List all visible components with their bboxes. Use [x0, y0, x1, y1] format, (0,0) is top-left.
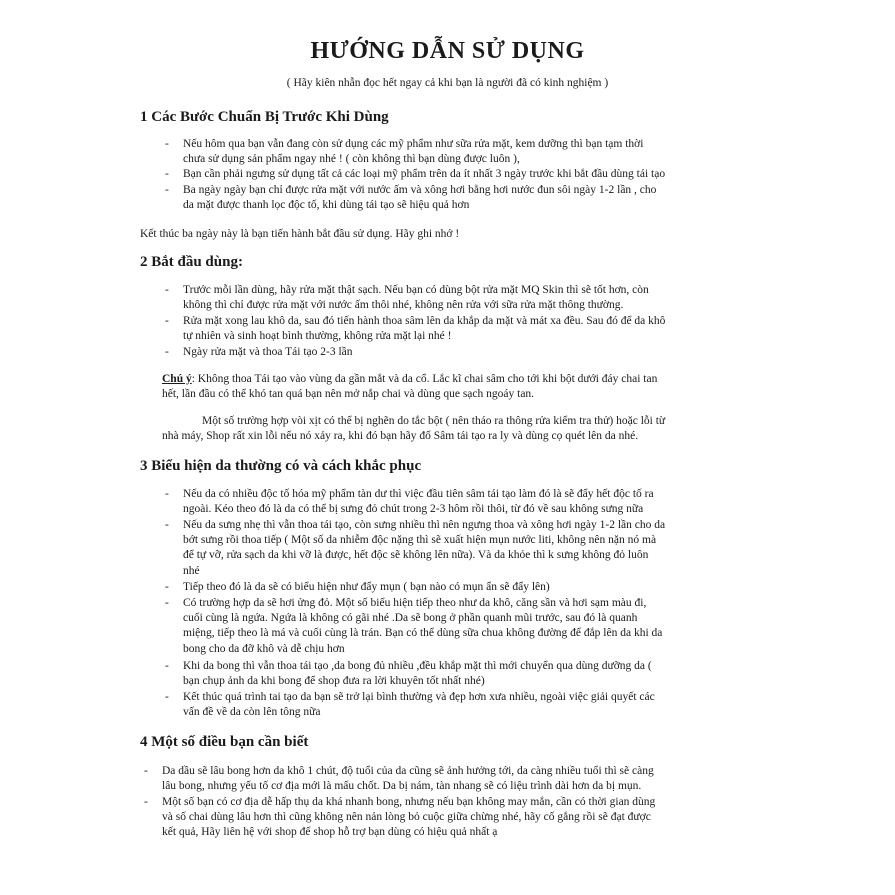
- bullet-dash: -: [165, 168, 169, 180]
- bullet-line: Có trường hợp da sẽ hơi ửng đỏ. Một số biểu hiện tiếp theo như da khô, căng sần và hơi sạm màu đi,: [183, 597, 647, 609]
- bullet-dash: -: [144, 796, 148, 808]
- bullet-line: Trước mỗi lần dùng, hãy rửa mặt thật sạch. Nếu bạn có dùng bột rửa mặt MQ Skin thì sẽ tốt hơn, còn: [183, 284, 649, 296]
- document-subtitle: ( Hãy kiên nhẫn đọc hết ngay cả khi bạn là người đã có kinh nghiệm ): [286, 77, 609, 89]
- caution-label: Chú ý: [162, 373, 192, 385]
- bullet-line: không thì chỉ được rửa mặt với nước ấm thôi nhé, không nên rửa với sữa rửa mặt thông thường.: [183, 299, 624, 312]
- bullet-dash: -: [165, 184, 169, 196]
- bullet-line: Bạn cần phải ngưng sử dụng tất cả các loại mỹ phẩm trên da ít nhất 3 ngày trước khi bắt đầu dùng tái tạo: [183, 168, 666, 180]
- bullet-line: Da dầu sẽ lâu bong hơn da khô 1 chút, độ tuổi của da cũng sẽ ảnh hưởng tới, da càng nhiều tuổi thì sẽ càng: [162, 765, 654, 777]
- section-1-bullet-3: [165, 183, 657, 213]
- document-title: HƯỚNG DẪN SỬ DỤNG: [310, 38, 585, 64]
- bullet-line: Khi da bong thì vẫn thoa tái tạo ,da bong đủ nhiều ,đều khắp mặt thì mới chuyển qua dùng dưỡng da (: [183, 660, 652, 672]
- bullet-dash: -: [165, 660, 169, 672]
- nozzle-line-1: Một số trường hợp vòi xịt có thể bị nghẽn do tắc bột ( nên tháo ra thông rửa kiểm tra thử) hoặc lỗi từ: [202, 415, 666, 427]
- caution-note: [162, 372, 657, 402]
- bullet-line: và số chai dùng lâu hơn thì cũng không nên nản lòng bỏ cuộc giữa chừng nhé, hãy cố gắng rồi sẽ đạt được: [162, 811, 651, 824]
- bullet-line: Ba ngày ngày bạn chỉ được rửa mặt với nước ấm và xông hơi bằng hơi nước đun sôi ngày 1-2 lần , cho: [183, 184, 657, 196]
- bullet-line: nhé: [183, 564, 200, 577]
- section-2-bullet-3: [165, 345, 353, 360]
- bullet-line: Tiếp theo đó là da sẽ có biểu hiện như đẩy mụn ( bạn nào có mụn ẩn sẽ đẩy lên): [183, 581, 550, 593]
- section-4-heading: 4 Một số điều bạn cần biết: [140, 734, 309, 750]
- section-1-heading: 1 Các Bước Chuẩn Bị Trước Khi Dùng: [140, 109, 389, 125]
- bullet-dash: -: [165, 346, 169, 358]
- bullet-line: bạn chụp ảnh da khi bong để shop đưa ra lời khuyên tốt nhất nhé): [183, 675, 485, 688]
- section-1-note: Kết thúc ba ngày này là bạn tiến hành bắt đầu sử dụng. Hãy ghi nhớ !: [140, 228, 460, 240]
- section-3-bullet-3: [165, 580, 550, 595]
- caution-text: : Không thoa Tái tạo vào vùng da gần mắt và da cổ. Lắc kĩ chai sâm cho tới khi bột dưới đáy chai tan: [191, 373, 658, 385]
- bullet-line: Kết thúc quá trình tai tạo da bạn sẽ trở lại bình thường và đẹp hơn xưa nhiều, ngoài việc giải quyết các: [183, 691, 655, 703]
- bullet-line: bong cho da đỡ khô và dễ chịu hơn: [183, 642, 345, 655]
- section-3-heading: 3 Biểu hiện da thường có và cách khắc phục: [140, 458, 422, 474]
- section-4-bullet-1: [144, 764, 654, 794]
- section-4-bullet-2: [144, 795, 656, 841]
- section-1-bullet-2: [165, 167, 666, 182]
- bullet-line: Ngày rửa mặt và thoa Tái tạo 2-3 lần: [183, 346, 353, 358]
- bullet-line: bớt sưng rồi thoa tiếp ( Một số da nhiễm độc nặng thì sẽ xuất hiện mụn nước liti, không nên nặn nó mà: [183, 534, 657, 547]
- bullet-line: tự nhiên và sinh hoạt bình thường, không rửa mặt lại nhé !: [183, 330, 452, 343]
- bullet-dash: -: [165, 581, 169, 593]
- bullet-dash: -: [165, 597, 169, 609]
- section-2-heading: 2 Bắt đầu dùng:: [140, 254, 243, 270]
- bullet-dash: -: [165, 488, 169, 500]
- section-3-bullet-1: [165, 487, 654, 517]
- bullet-dash: -: [165, 691, 169, 703]
- bullet-line: Một số bạn có cơ địa dễ hấp thụ da khá nhanh bong, nhưng nếu bạn không may mắn, cần có thời gian dùng: [162, 796, 656, 808]
- bullet-line: ngoài. Kéo theo đó là da có thể bị sưng đỏ chút trong 2-3 hôm rồi thôi, từ đó về sau không sưng nữa: [183, 503, 644, 516]
- bullet-line: Nếu hôm qua bạn vẫn đang còn sử dụng các mỹ phẩm như sữa rửa mặt, kem dưỡng thì bạn tạm thời: [183, 138, 644, 150]
- bullet-line: kết quả, Hãy liên hệ với shop để shop hỗ trợ bạn dùng có hiệu quả nhất ạ: [162, 826, 498, 839]
- bullet-line: da mặt được thanh lọc độc tố, khi dùng tái tạo sẽ hiệu quả hơn: [183, 199, 470, 212]
- section-2-bullet-1: [165, 283, 649, 313]
- bullet-line: vấn đề về da còn lên tông nữa: [183, 706, 321, 719]
- caution-line-2: hết, lần đầu có thể khó tan quá bạn nên mở nắp chai và dùng que sạch ngoáy tan.: [162, 388, 535, 401]
- section-3-bullet-2: [165, 518, 666, 579]
- bullet-dash: -: [165, 284, 169, 296]
- nozzle-line-2: nhà máy, Shop rất xin lỗi nếu nó xảy ra, khi đó bạn hãy đổ Sâm tái tạo ra ly và dùng cọ quét lên da nhé.: [162, 430, 639, 443]
- section-2-bullet-2: [165, 314, 666, 344]
- bullet-line: để tự vỡ, rửa sạch da khi vỡ là được, hết độc sẽ không lên nữa). Và da khỏe thì k sưng không đỏ luôn: [183, 549, 649, 562]
- bullet-dash: -: [165, 315, 169, 327]
- section-3-bullet-6: [165, 690, 655, 720]
- section-3-bullet-4: [165, 596, 663, 657]
- bullet-line: chưa sử dụng sản phẩm ngay nhé ! ( còn không thì bạn dùng được luôn ),: [183, 153, 520, 166]
- section-1-bullet-1: [165, 137, 644, 167]
- bullet-line: Nếu da có nhiều độc tố hóa mỹ phẩm tàn dư thì việc đầu tiên sâm tái tạo làm đó là sẽ đẩy hết độc tố ra: [183, 488, 654, 500]
- bullet-dash: -: [165, 138, 169, 150]
- bullet-line: Rửa mặt xong lau khô da, sau đó tiến hành thoa sâm lên da khắp da mặt và mát xa đều. Sau đó để da khô: [183, 315, 666, 327]
- section-3-bullet-5: [165, 659, 652, 689]
- bullet-line: miệng, tiếp theo là má và cuối cùng là trán. Bạn có thể dùng sữa chua không đường để đắp lên da khi da: [183, 627, 663, 640]
- bullet-dash: -: [165, 519, 169, 531]
- nozzle-note: [162, 414, 665, 444]
- bullet-line: cuối cùng là ngứa. Ngứa là không có gãi nhé .Da sẽ bong ở phần quanh mũi trước, sau đó là quanh: [183, 612, 638, 625]
- bullet-line: Nếu da sưng nhẹ thì vẫn thoa tái tạo, còn sưng nhiều thì nên ngưng thoa và xông hơi ngày 1-2 lần cho da: [183, 519, 666, 531]
- bullet-dash: -: [144, 765, 148, 777]
- caution-line-1: [162, 372, 657, 387]
- bullet-line: lâu bong, nhưng yếu tố cơ địa mới là mấu chốt. Da bị nám, tàn nhang sẽ có liệu trình dài hơn da bị mụn.: [162, 780, 642, 793]
